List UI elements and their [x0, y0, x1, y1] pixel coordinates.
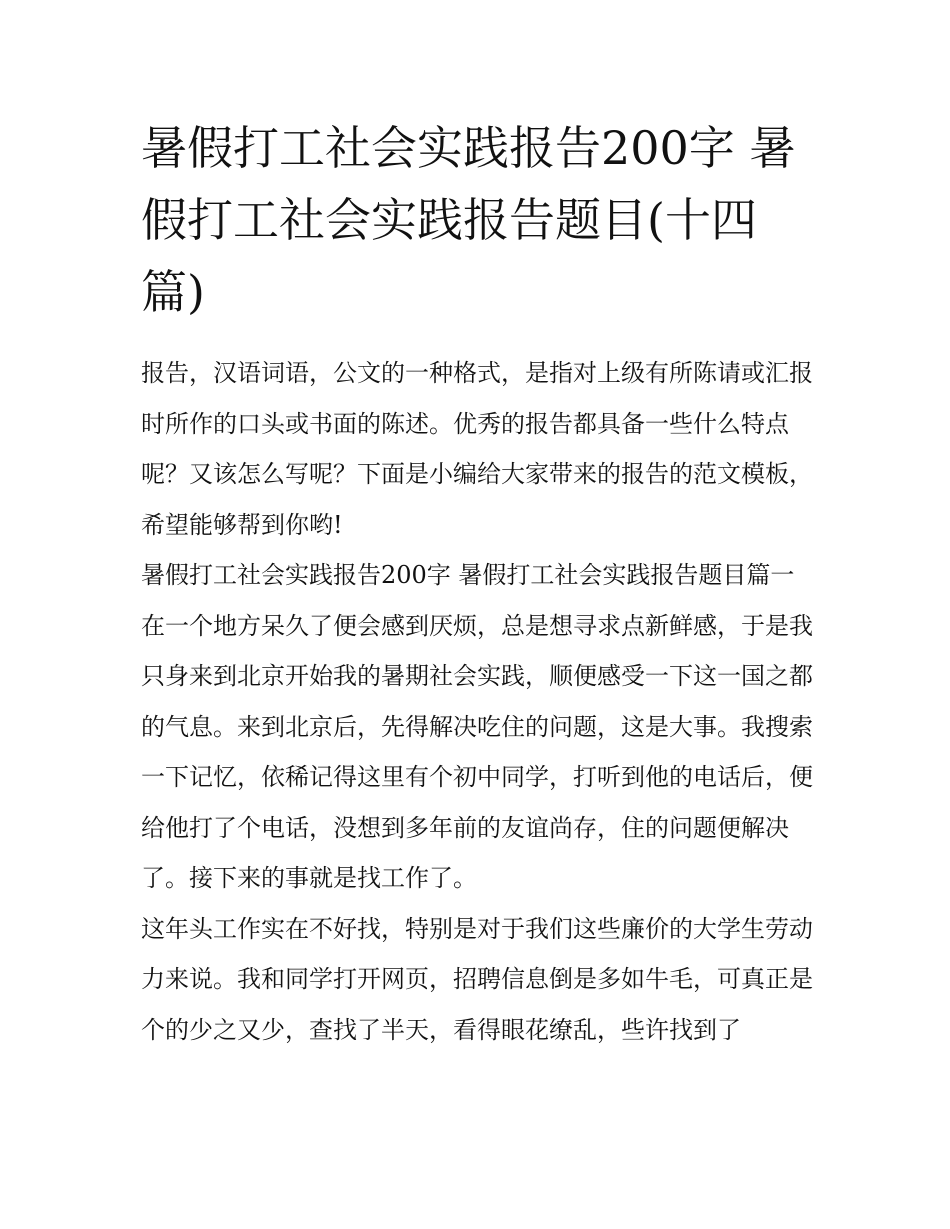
section-heading: 暑假打工社会实践报告200字 暑假打工社会实践报告题目篇一	[141, 561, 795, 589]
document-content	[141, 112, 813, 1055]
body-paragraph: 这年头工作实在不好找，特别是对于我们这些廉价的大学生劳动力来说。我和同学打开网页，招聘信息倒是多如牛毛，可真正是个的少之又少，查找了半天，看得眼花缭乱，些许找到了	[141, 914, 813, 1044]
intro-paragraph: 报告，汉语词语，公文的一种格式，是指对上级有所陈请或汇报时所作的口头或书面的陈述。优秀的报告都具备一些什么特点呢？又该怎么写呢？下面是小编给大家带来的报告的范文模板，希望能够帮到你哟!	[141, 359, 813, 539]
document-body	[141, 348, 813, 1055]
document-title: 暑假打工社会实践报告200字 暑假打工社会实践报告题目(十四篇)	[141, 121, 796, 319]
body-paragraph: 在一个地方呆久了便会感到厌烦，总是想寻求点新鲜感，于是我只身来到北京开始我的暑期社会实践，顺便感受一下这一国之都的气息。来到北京后，先得解决吃住的问题，这是大事。我搜索一下记忆，依稀记得这里有个初中同学，打听到他的电话后，便给他打了个电话，没想到多年前的友谊尚存，住的问题便解决了。接下来的事就是找工作了。	[141, 611, 813, 892]
